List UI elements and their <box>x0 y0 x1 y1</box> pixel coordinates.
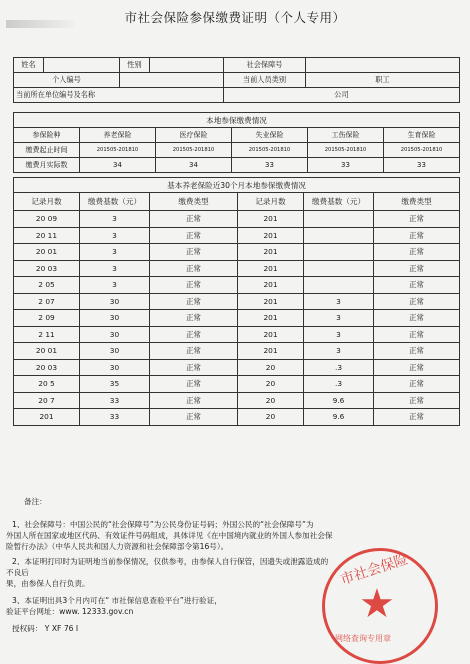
record-month: 20 01 <box>14 343 80 360</box>
official-seal <box>322 548 438 664</box>
person-no-value <box>120 73 224 88</box>
contribution-base: 30 <box>80 310 150 327</box>
row-label-insurance: 参保险种 <box>14 128 80 143</box>
contribution-base: 30 <box>80 359 150 376</box>
row-label-months: 缴费月实际数 <box>14 158 80 173</box>
category-label: 当前人员类别 <box>224 73 306 88</box>
contribution-base: 9.6 <box>304 392 374 409</box>
record-month: 20 5 <box>14 376 80 393</box>
contribution-base <box>304 211 374 228</box>
contribution-type: 正常 <box>374 343 460 360</box>
header-base-left: 缴费基数（元） <box>80 193 150 211</box>
contribution-type: 正常 <box>150 293 238 310</box>
insurance-unemployment: 失业保险 <box>232 128 308 143</box>
table-row <box>14 326 460 343</box>
record-month: 201 <box>238 260 304 277</box>
record-month: 2 09 <box>14 310 80 327</box>
contribution-type: 正常 <box>150 211 238 228</box>
auth-code: 授权码： Y XF 76 I <box>12 624 79 633</box>
period-pension: 201505-201810 <box>80 143 156 158</box>
header-record-month-right: 记录月数 <box>238 193 304 211</box>
header-type-left: 缴费类型 <box>150 193 238 211</box>
contribution-type: 正常 <box>150 260 238 277</box>
contribution-type: 正常 <box>374 310 460 327</box>
contribution-base: 3 <box>80 277 150 294</box>
contribution-base: 3 <box>80 260 150 277</box>
note-line: 验证平台网址：www. 12333.gov.cn <box>6 607 134 616</box>
period-medical: 201505-201810 <box>156 143 232 158</box>
seal-text-top: 市社会保险 <box>338 551 411 589</box>
record-month: 201 <box>238 293 304 310</box>
table-row <box>14 392 460 409</box>
record-month: 20 7 <box>14 392 80 409</box>
contribution-base <box>304 227 374 244</box>
record-month: 20 03 <box>14 359 80 376</box>
contribution-base: 30 <box>80 293 150 310</box>
months-medical: 34 <box>156 158 232 173</box>
insurance-medical: 医疗保险 <box>156 128 232 143</box>
contribution-type: 正常 <box>150 326 238 343</box>
record-month: 201 <box>238 343 304 360</box>
table-row <box>14 227 460 244</box>
contribution-type: 正常 <box>374 409 460 426</box>
contribution-type: 正常 <box>374 260 460 277</box>
table-row <box>14 359 460 376</box>
period-injury: 201505-201810 <box>308 143 384 158</box>
gender-value <box>150 58 224 73</box>
contribution-type: 正常 <box>374 359 460 376</box>
contribution-type: 正常 <box>374 244 460 261</box>
contribution-type: 正常 <box>150 343 238 360</box>
record-month: 20 11 <box>14 227 80 244</box>
contribution-base <box>304 277 374 294</box>
summary-section-title: 本地参保缴费情况 <box>14 113 460 128</box>
table-row <box>14 244 460 261</box>
record-month: 201 <box>238 277 304 294</box>
table-row <box>14 211 460 228</box>
contribution-base: 35 <box>80 376 150 393</box>
table-row <box>14 409 460 426</box>
contribution-type: 正常 <box>374 376 460 393</box>
header-base-right: 缴费基数（元） <box>304 193 374 211</box>
record-month: 20 09 <box>14 211 80 228</box>
record-month: 2 05 <box>14 277 80 294</box>
contribution-base: 3 <box>80 211 150 228</box>
record-month: 201 <box>238 326 304 343</box>
record-month: 201 <box>238 211 304 228</box>
record-month: 201 <box>238 244 304 261</box>
contribution-type: 正常 <box>374 277 460 294</box>
note-line: 3、本证明出具3个月内可在“ 市社保信息查验平台”进行验证， <box>12 596 222 605</box>
record-month: 20 <box>238 409 304 426</box>
months-maternity: 33 <box>384 158 460 173</box>
note-line: 2、本证明打印时为证明地当前参保情况，仅供参考，由参保人自行保管，因遗失或泄露造成的 <box>12 557 329 566</box>
record-month: 20 <box>238 359 304 376</box>
contribution-type: 正常 <box>374 227 460 244</box>
contribution-type: 正常 <box>374 392 460 409</box>
contribution-base <box>304 244 374 261</box>
contribution-base: 33 <box>80 392 150 409</box>
note-line: 外国人所在国家或地区代码、有效证件号码组成，具体详见《在中国境内就业的外国人参加社会保 <box>6 531 333 540</box>
unit-value: 公司 <box>224 88 460 103</box>
note-line: 果，由参保人自行负责。 <box>6 579 90 588</box>
contribution-base: 33 <box>80 409 150 426</box>
contribution-base: 30 <box>80 343 150 360</box>
pension-records-table <box>13 177 460 426</box>
header-record-month-left: 记录月数 <box>14 193 80 211</box>
contribution-type: 正常 <box>150 392 238 409</box>
table-row <box>14 376 460 393</box>
contribution-type: 正常 <box>150 244 238 261</box>
record-month: 201 <box>238 227 304 244</box>
table-row <box>14 277 460 294</box>
contribution-type: 正常 <box>150 376 238 393</box>
contribution-type: 正常 <box>374 326 460 343</box>
contribution-type: 正常 <box>150 409 238 426</box>
personal-info-table <box>13 57 460 103</box>
ssn-label: 社会保障号 <box>224 58 306 73</box>
contribution-type: 正常 <box>150 227 238 244</box>
contribution-type: 正常 <box>150 277 238 294</box>
record-month: 201 <box>238 310 304 327</box>
record-month: 20 03 <box>14 260 80 277</box>
note-line: 不良后 <box>6 568 29 577</box>
seal-star-icon: ★ <box>359 581 395 627</box>
notes-heading: 备注： <box>24 497 47 506</box>
contribution-base: 3 <box>304 326 374 343</box>
contribution-base: 9.6 <box>304 409 374 426</box>
record-month: 20 01 <box>14 244 80 261</box>
record-month: 201 <box>14 409 80 426</box>
gender-label: 性别 <box>120 58 150 73</box>
contribution-base: 3 <box>304 310 374 327</box>
contribution-type: 正常 <box>150 310 238 327</box>
insurance-maternity: 生育保险 <box>384 128 460 143</box>
table-row <box>14 293 460 310</box>
contribution-base: 30 <box>80 326 150 343</box>
person-no-label: 个人编号 <box>14 73 120 88</box>
records-body <box>14 211 460 426</box>
unit-label: 当前所在单位编号及名称 <box>14 88 224 103</box>
contribution-base: .3 <box>304 359 374 376</box>
name-label: 姓名 <box>14 58 44 73</box>
category-value: 职工 <box>306 73 460 88</box>
contribution-base: 3 <box>80 227 150 244</box>
contribution-type: 正常 <box>150 359 238 376</box>
header-type-right: 缴费类型 <box>374 193 460 211</box>
record-month: 20 <box>238 376 304 393</box>
seal-text-bottom: 网络查询专用章 <box>335 634 391 643</box>
contribution-base <box>304 260 374 277</box>
months-unemployment: 33 <box>232 158 308 173</box>
record-month: 2 11 <box>14 326 80 343</box>
contribution-base: .3 <box>304 376 374 393</box>
table-row <box>14 343 460 360</box>
record-month: 2 07 <box>14 293 80 310</box>
insurance-pension: 养老保险 <box>80 128 156 143</box>
period-unemployment: 201505-201810 <box>232 143 308 158</box>
records-section-title: 基本养老保险近30个月本地参保缴费情况 <box>14 178 460 193</box>
ssn-value <box>306 58 460 73</box>
contribution-base: 3 <box>304 343 374 360</box>
contribution-type: 正常 <box>374 293 460 310</box>
months-pension: 34 <box>80 158 156 173</box>
name-value <box>44 58 120 73</box>
contribution-base: 3 <box>304 293 374 310</box>
page-title: 市社会保险参保缴费证明（个人专用） <box>124 10 346 25</box>
table-row <box>14 260 460 277</box>
insurance-injury: 工伤保险 <box>308 128 384 143</box>
months-injury: 33 <box>308 158 384 173</box>
record-month: 20 <box>238 392 304 409</box>
contribution-type: 正常 <box>374 211 460 228</box>
contribution-base: 3 <box>80 244 150 261</box>
period-maternity: 201505-201810 <box>384 143 460 158</box>
contribution-summary-table <box>13 112 460 173</box>
note-line: 1、社会保障号：中国公民的“社会保障号”为公民身份证号码；外国公民的“社会保障号”为 <box>12 520 314 529</box>
note-line: 险暂行办法》（中华人民共和国人力资源和社会保障部令第16号）。 <box>6 542 229 551</box>
table-row <box>14 310 460 327</box>
row-label-period: 缴费起止时间 <box>14 143 80 158</box>
